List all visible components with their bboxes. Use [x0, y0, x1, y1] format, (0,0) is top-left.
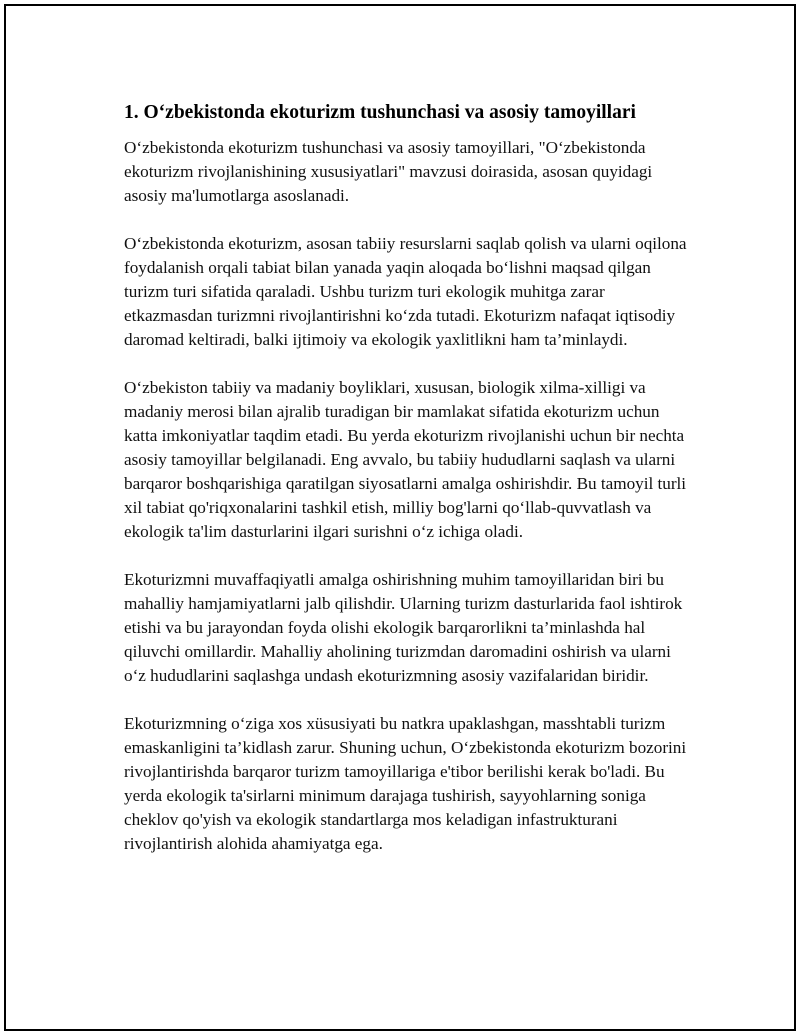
- paragraph-1: O‘zbekistonda ekoturizm tushunchasi va asosiy tamoyillari, "O‘zbekistonda ekoturizm rivojlanishining xususiyatlari" mavzusi doirasida, asosan quyidagi asosiy ma'lumotlarga asoslanadi.: [124, 138, 653, 205]
- paragraph-5: Ekoturizmning o‘ziga xos xüsusiyati bu natkra upaklashgan, masshtabli turizm emaskanligini ta’kidlash zarur. Shuning uchun, O‘zbekistonda ekoturizm bozorini rivojlantirishda barqaror turizm tamoyillariga e'tibor berilishi kerak bo'ladi. Bu yerda ekologik ta'sirlarni minimum darajaga tushirish, sayyohlarning soniga cheklov qo'yish va ekologik standartlarga mos keladigan infastrukturani rivojlantirish alohida ahamiyatga ega.: [124, 714, 687, 853]
- paragraph-3: O‘zbekiston tabiiy va madaniy boyliklari, xususan, biologik xilma-xilligi va madaniy merosi bilan ajralib turadigan bir mamlakat sifatida ekoturizm uchun katta imkoniyatlar taqdim etadi. Bu yerda ekoturizm rivojlanishi uchun bir nechta asosiy tamoyillar belgilanadi. Eng avvalo, bu tabiiy hududlarni saqlash va ularni barqaror boshqarishiga qaratilgan siyosatlarni amalga oshirishdir. Bu tamoyil turli xil tabiat qo'riqxonalarini tashkil etish, milliy bog'larni qo‘llab-quvvatlash va ekologik ta'lim dasturlarini ilgari surishni o‘z ichiga oladi.: [124, 378, 687, 541]
- paragraph-2: O‘zbekistonda ekoturizm, asosan tabiiy resurslarni saqlab qolish va ularni oqilona foydalanish orqali tabiat bilan yanada yaqin aloqada bo‘lishni maqsad qilgan turizm turi sifatida qaraladi. Ushbu turizm turi ekologik muhitga zarar etkazmasdan turizmni rivojlantirishni ko‘zda tutadi. Ekoturizm nafaqat iqtisodiy daromad keltiradi, balki ijtimoiy va ekologik yaxlitlikni ham ta’minlaydi.: [124, 234, 687, 349]
- paragraph-4: Ekoturizmni muvaffaqiyatli amalga oshirishning muhim tamoyillaridan biri bu mahalliy hamjamiyatlarni jalb qilishdir. Ularning turizm dasturlarida faol ishtirok etishi va bu jarayondan foyda olishi ekologik barqarorlikni ta’minlashda hal qiluvchi omillardir. Mahalliy aholining turizmdan daromadini oshirish va ularni o‘z hududlarini saqlashga undash ekoturizmning asosiy vazifalaridan biridir.: [124, 570, 683, 685]
- document-body: [124, 101, 694, 856]
- section-heading: 1. O‘zbekistonda ekoturizm tushunchasi va asosiy tamoyillari: [124, 102, 636, 123]
- page-frame: [4, 4, 796, 1031]
